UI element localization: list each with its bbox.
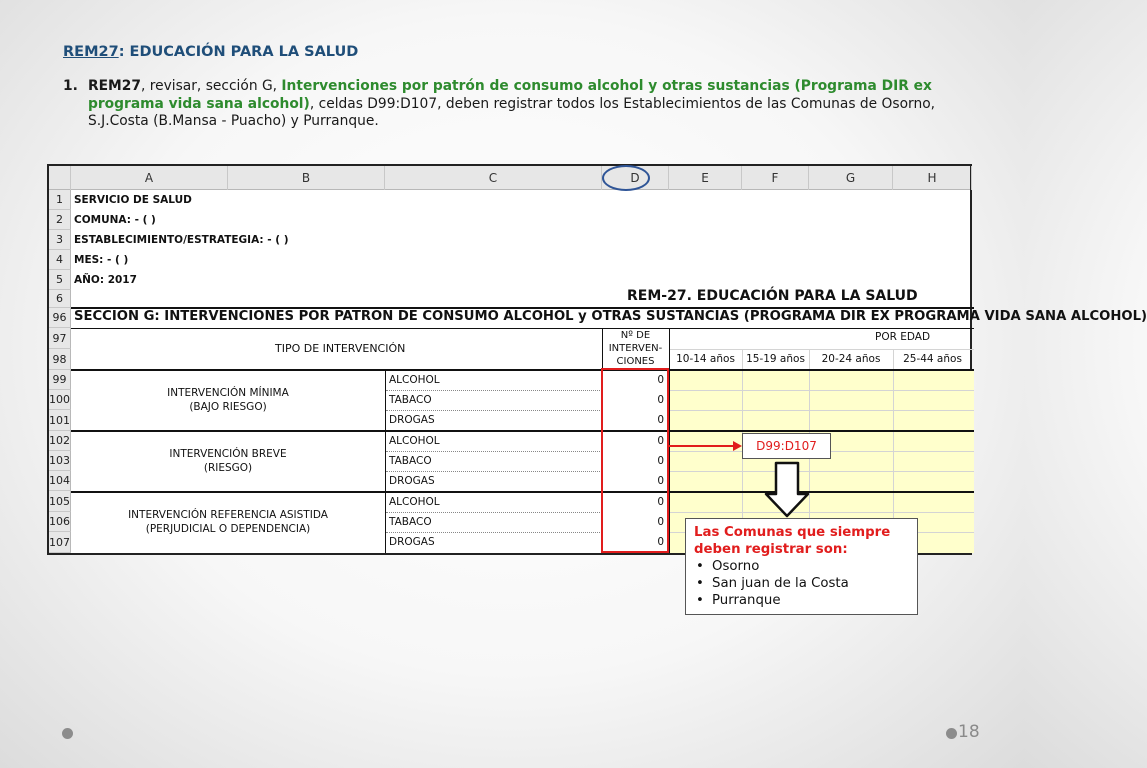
row-header-5[interactable]: 5 (49, 270, 71, 290)
age-group-20-24: 20-24 años (821, 353, 881, 365)
value-d104[interactable]: 0 (657, 475, 664, 487)
row-header-101[interactable]: 101 (49, 410, 71, 431)
substance-106: TABACO (389, 516, 432, 528)
value-d99[interactable]: 0 (657, 374, 664, 386)
info-heading: Las Comunas que siempre deben registrar son: (694, 525, 891, 557)
value-d107[interactable]: 0 (657, 536, 664, 548)
group-minima-label: INTERVENCIÓN MÍNIMA (BAJO RIESGO) (167, 387, 289, 413)
row-header-97[interactable]: 97 (49, 328, 71, 349)
col-header-c[interactable]: C (385, 166, 602, 190)
item-green-text: Intervenciones por patrón de consumo alcohol y otras sustancias (Programa DIR ex programa vida sana alcohol) (88, 78, 932, 112)
substance-101: DROGAS (389, 414, 435, 426)
left-dot-icon (62, 728, 73, 739)
n-intervenciones-header-2: INTERVEN- (608, 343, 663, 354)
col-header-d[interactable]: D (602, 166, 669, 190)
row-header-106[interactable]: 106 (49, 512, 71, 532)
section-title: SECCIÓN G: INTERVENCIONES POR PATRÓN DE CONSUMO ALCOHOL y OTRAS SUSTANCIAS (PROGRAMA DIR EX PROGRAMA VIDA SANA ALCOHOL) (74, 309, 1147, 324)
row-header-103[interactable]: 103 (49, 451, 71, 471)
page-number: 18 (958, 722, 980, 742)
age-group-25-44: 25-44 años (903, 353, 962, 365)
substance-103: TABACO (389, 455, 432, 467)
item-text-2: , celdas D99:D107, deben registrar todos los Establecimientos de las Comunas de Osorno, S.J.Costa (B.Mansa - Puacho) y Purranque. (88, 95, 936, 129)
report-title: REM-27. EDUCACIÓN PARA LA SALUD (627, 288, 918, 304)
comuna-item-osorno: • Osorno (694, 558, 909, 575)
item-number: 1. (63, 78, 78, 94)
col-header-a[interactable]: A (71, 166, 228, 190)
por-edad-header: POR EDAD (875, 331, 931, 343)
comuna-item-san-juan: • San juan de la Costa (694, 575, 909, 592)
tipo-intervencion-header: TIPO DE INTERVENCIÓN (275, 342, 406, 355)
comuna-item-purranque: • Purranque (694, 592, 909, 609)
row-header-100[interactable]: 100 (49, 390, 71, 410)
value-d101[interactable]: 0 (657, 414, 664, 426)
row-header-99[interactable]: 99 (49, 370, 71, 390)
row-header-4[interactable]: 4 (49, 250, 71, 270)
substance-102: ALCOHOL (389, 435, 440, 447)
header-comuna: COMUNA: - ( ) (74, 214, 156, 226)
item-text-1: , revisar, sección G, (140, 78, 282, 94)
header-establecimiento: ESTABLECIMIENTO/ESTRATEGIA: - ( ) (74, 234, 289, 246)
row-header-96[interactable]: 96 (49, 308, 71, 328)
row-header-2[interactable]: 2 (49, 210, 71, 230)
red-connector-arrow (669, 441, 742, 451)
row-header-105[interactable]: 105 (49, 491, 71, 512)
comunas-info-box (685, 518, 918, 615)
group-referencia-label: INTERVENCIÓN REFERENCIA ASISTIDA (PERJUDICIAL O DEPENDENCIA) (128, 509, 328, 535)
row-header-1[interactable]: 1 (49, 190, 71, 210)
value-d102[interactable]: 0 (657, 435, 664, 447)
group-breve-label: INTERVENCIÓN BREVE (RIESGO) (169, 448, 287, 474)
row-header-107[interactable]: 107 (49, 532, 71, 553)
age-group-15-19: 15-19 años (746, 353, 805, 365)
value-d103[interactable]: 0 (657, 455, 664, 467)
substance-99: ALCOHOL (389, 374, 440, 386)
age-group-10-14: 10-14 años (676, 353, 735, 365)
item-code: REM27 (88, 78, 141, 94)
header-mes: MES: - ( ) (74, 254, 129, 266)
col-header-g[interactable]: G (809, 166, 893, 190)
substance-107: DROGAS (389, 536, 435, 548)
n-intervenciones-header-1: Nº DE (620, 330, 651, 341)
substance-105: ALCOHOL (389, 496, 440, 508)
value-d106[interactable]: 0 (657, 516, 664, 528)
col-header-e[interactable]: E (669, 166, 742, 190)
header-servicio: SERVICIO DE SALUD (74, 194, 192, 206)
title-rest: : EDUCACIÓN PARA LA SALUD (118, 44, 359, 60)
row-header-6[interactable]: 6 (49, 290, 71, 308)
row-header-98[interactable]: 98 (49, 349, 71, 370)
value-d100[interactable]: 0 (657, 394, 664, 406)
row-header-102[interactable]: 102 (49, 431, 71, 451)
row-header-104[interactable]: 104 (49, 471, 71, 491)
row-header-3[interactable]: 3 (49, 230, 71, 250)
title-code: REM27 (63, 44, 119, 60)
right-dot-icon (946, 728, 957, 739)
down-arrow-icon (766, 463, 808, 516)
substance-100: TABACO (389, 394, 432, 406)
value-d105[interactable]: 0 (657, 496, 664, 508)
header-anio: AÑO: 2017 (74, 274, 137, 286)
col-header-h[interactable]: H (893, 166, 972, 190)
substance-104: DROGAS (389, 475, 435, 487)
col-header-f[interactable]: F (742, 166, 809, 190)
col-header-b[interactable]: B (228, 166, 385, 190)
n-intervenciones-header-3: CIONES (616, 356, 655, 367)
range-callout: D99:D107 (742, 433, 831, 459)
